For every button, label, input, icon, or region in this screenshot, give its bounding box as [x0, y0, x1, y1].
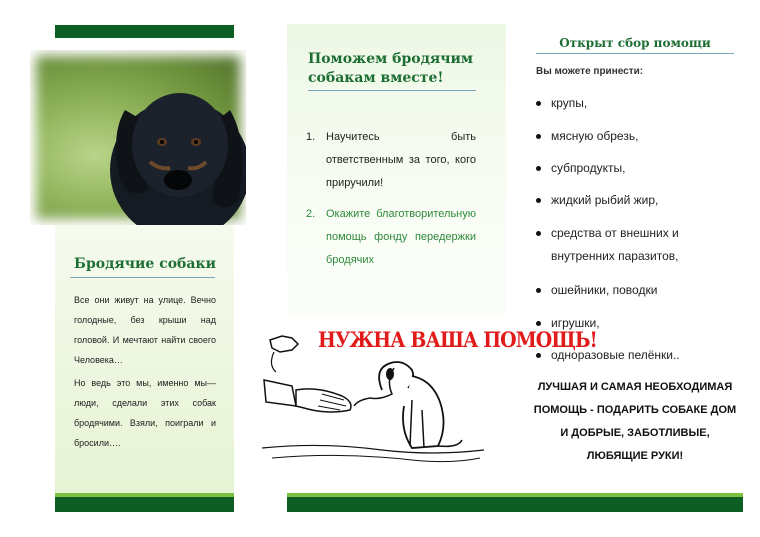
bottom-bar-left — [55, 497, 234, 512]
dog-photo — [30, 50, 246, 225]
middle-title-rule — [308, 90, 476, 91]
left-paragraph-2: Но ведь это мы, именно мы—люди, сделали этих собак бродячими. Взяли, поиграли и бросили…. — [74, 378, 216, 448]
left-paragraph-1: Все они живут на улице. Вечно голодные, без крыши над головой. И мечтают найти своего Человека… — [74, 295, 216, 365]
bullet-dot — [536, 231, 541, 236]
list-text-1: Научитесь быть ответственным за того, кого приручили! — [326, 131, 476, 189]
bullet-item — [536, 189, 736, 212]
right-subtitle: Вы можете принести: — [536, 66, 644, 77]
list-number-1: 1. — [306, 131, 316, 143]
bullet-item — [536, 279, 736, 302]
bullet-item — [536, 312, 736, 335]
top-bar-left — [55, 25, 234, 38]
bullet-dot — [536, 134, 541, 139]
bullet-item — [536, 125, 736, 148]
bullet-text: субпродукты, — [551, 161, 626, 175]
bottom-bar-right — [287, 497, 743, 512]
bullet-item — [536, 157, 736, 180]
bullet-item — [536, 222, 706, 268]
bullet-text: мясную обрезь, — [551, 129, 639, 143]
bullet-dot — [536, 101, 541, 106]
bullet-dot — [536, 353, 541, 358]
bullet-text: крупы, — [551, 96, 588, 110]
list-item-1 — [306, 126, 476, 195]
bullet-text: жидкий рыбий жир, — [551, 193, 659, 207]
bullet-text: ошейники, поводки — [551, 283, 658, 297]
right-title: Открыт сбор помощи — [559, 36, 711, 50]
closing-statement: ЛУЧШАЯ И САМАЯ НЕОБХОДИМАЯ ПОМОЩЬ - ПОДАРИТЬ СОБАКЕ ДОМ И ДОБРЫЕ, ЗАБОТЛИВЫЕ, ЛЮБЯЩИЕ РУКИ! — [533, 381, 737, 462]
left-title: Бродячие собаки — [74, 256, 216, 272]
list-text-2: Окажите благотворительную помощь фонду передержки бродячих — [326, 208, 476, 266]
bullet-dot — [536, 321, 541, 326]
hand-and-dog-sketch — [262, 330, 484, 470]
bullet-dot — [536, 166, 541, 171]
list-item-2 — [306, 203, 476, 272]
left-title-rule — [70, 277, 215, 278]
bullet-dot — [536, 288, 541, 293]
bullet-dot — [536, 198, 541, 203]
middle-title: Поможем бродячим собакам вместе! — [308, 51, 474, 86]
right-title-rule — [536, 53, 734, 54]
bullet-text: игрушки, — [551, 316, 600, 330]
help-banner: НУЖНА ВАША ПОМОЩЬ! — [318, 327, 597, 352]
bullet-text: одноразовые пелёнки.. — [551, 348, 680, 362]
bullet-text: средства от внешних и внутренних паразитов, — [551, 226, 679, 263]
list-number-2: 2. — [306, 208, 316, 220]
bullet-item — [536, 92, 736, 115]
bullet-item — [536, 344, 736, 367]
